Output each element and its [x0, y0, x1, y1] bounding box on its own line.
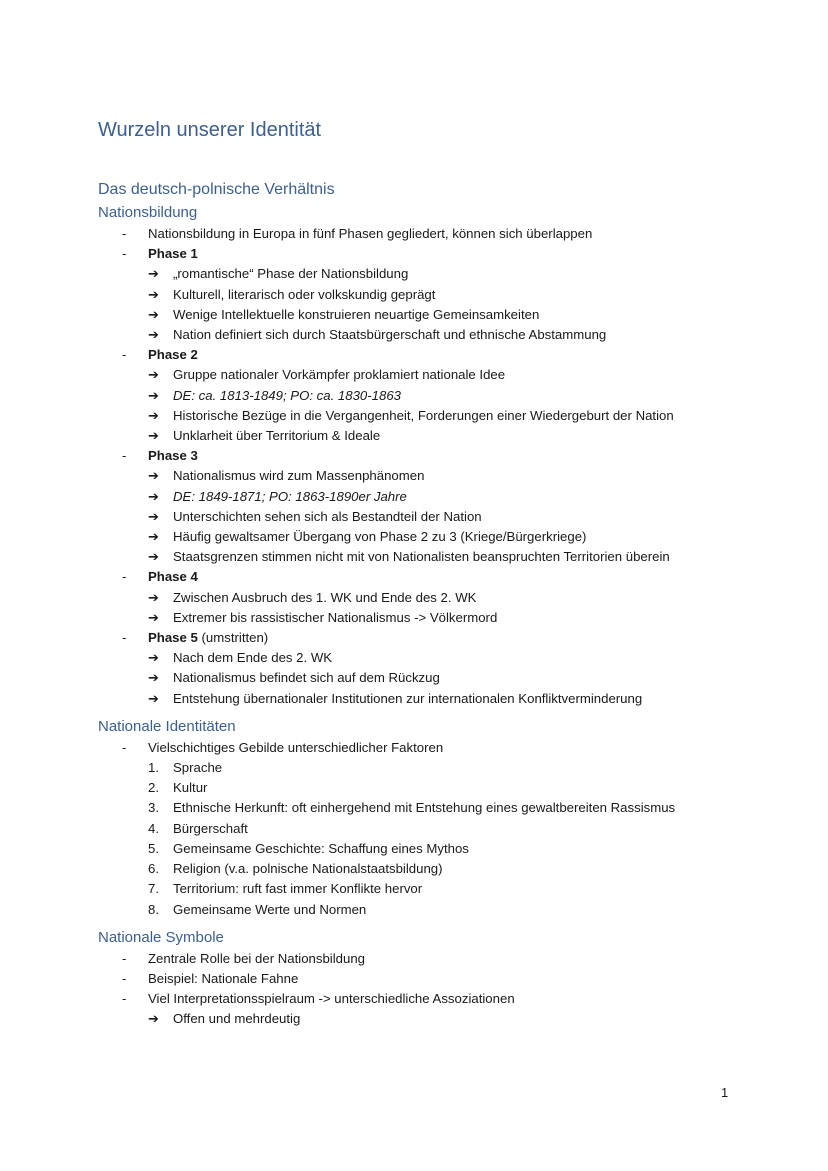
dash-bullet: -: [122, 347, 127, 363]
phase-3-heading: - Phase 3: [98, 446, 738, 466]
list-item: ➔ Nach dem Ende des 2. WK: [98, 648, 738, 668]
list-item: ➔ Nation definiert sich durch Staatsbürgerschaft und ethnische Abstammung: [98, 325, 738, 345]
arrow-icon: ➔: [148, 670, 159, 686]
phase-1-heading: - Phase 1: [98, 244, 738, 264]
dash-bullet: -: [122, 970, 127, 986]
arrow-icon: ➔: [148, 1011, 159, 1027]
list-item: ➔ Gruppe nationaler Vorkämpfer proklamiert nationale Idee: [98, 365, 738, 385]
numbered-item: 2. Kultur: [148, 780, 208, 796]
arrow-icon: ➔: [148, 428, 159, 444]
list-item: ➔ „romantische“ Phase der Nationsbildung: [98, 264, 738, 284]
list-item: ➔ Nationalismus befindet sich auf dem Rückzug: [98, 668, 738, 688]
numbered-item: 6. Religion (v.a. polnische Nationalstaatsbildung): [148, 861, 443, 877]
list-item: ➔ Offen und mehrdeutig: [98, 1009, 738, 1029]
arrow-icon: ➔: [148, 529, 159, 545]
dash-bullet: -: [122, 950, 127, 966]
list-item: ➔ Historische Bezüge in die Vergangenheit, Forderungen einer Wiedergeburt der Nation: [98, 406, 738, 426]
arrow-icon: ➔: [148, 589, 159, 605]
list-item: ➔ Nationalismus wird zum Massenphänomen: [98, 466, 738, 486]
dash-bullet: -: [122, 569, 127, 585]
list-item: ➔ Extremer bis rassistischer Nationalismus -> Völkermord: [98, 608, 738, 628]
numbered-item: 7. Territorium: ruft fast immer Konflikte hervor: [148, 881, 423, 897]
list-item: ➔ Entstehung übernationaler Institutionen zur internationalen Konfliktverminderung: [98, 689, 738, 709]
numbered-item: 4. Bürgerschaft: [148, 820, 248, 836]
arrow-icon: ➔: [148, 306, 159, 322]
list-item: ➔ Zwischen Ausbruch des 1. WK und Ende des 2. WK: [98, 588, 738, 608]
phase-4-heading: - Phase 4: [98, 567, 738, 587]
dash-bullet: -: [122, 991, 127, 1007]
arrow-icon: ➔: [148, 286, 159, 302]
dash-bullet: -: [122, 739, 127, 755]
list-item: ➔ Staatsgrenzen stimmen nicht mit von Nationalisten beanspruchten Territorien überein: [98, 547, 738, 567]
list-item: - Nationsbildung in Europa in fünf Phasen gegliedert, können sich überlappen: [98, 224, 738, 244]
list-item: - Zentrale Rolle bei der Nationsbildung: [98, 949, 738, 969]
list-item: ➔ Unklarheit über Territorium & Ideale: [98, 426, 738, 446]
list-item: - Beispiel: Nationale Fahne: [98, 969, 738, 989]
arrow-icon: ➔: [148, 367, 159, 383]
heading-nationale-symbole: Nationale Symbole: [98, 928, 224, 946]
list-item: ➔ Häufig gewaltsamer Übergang von Phase 2 zu 3 (Kriege/Bürgerkriege): [98, 527, 738, 547]
numbered-item: 1. Sprache: [148, 760, 223, 776]
document-page: [98, 116, 738, 1030]
list-item: ➔ Unterschichten sehen sich als Bestandteil der Nation: [98, 507, 738, 527]
numbered-item: 8. Gemeinsame Werte und Normen: [148, 901, 367, 917]
arrow-icon: ➔: [148, 266, 159, 282]
arrow-icon: ➔: [148, 609, 159, 625]
arrow-icon: ➔: [148, 690, 159, 706]
document-title: Wurzeln unserer Identität: [98, 119, 322, 141]
arrow-icon: ➔: [148, 650, 159, 666]
arrow-icon: ➔: [148, 549, 159, 565]
list-item: ➔ Kulturell, literarisch oder volkskundig geprägt: [98, 285, 738, 305]
arrow-icon: ➔: [148, 488, 159, 504]
dash-bullet: -: [122, 246, 127, 262]
list-item: - Viel Interpretationsspielraum -> unterschiedliche Assoziationen: [98, 989, 738, 1009]
page-number: 1: [721, 1085, 729, 1100]
dash-bullet: -: [122, 226, 127, 241]
arrow-icon: ➔: [148, 327, 159, 343]
list-item: ➔ Wenige Intellektuelle konstruieren neuartige Gemeinsamkeiten: [98, 305, 738, 325]
heading-nationale-identitaeten: Nationale Identitäten: [98, 717, 236, 735]
heading-nationsbildung: Nationsbildung: [98, 204, 198, 221]
dash-bullet: -: [122, 448, 127, 464]
phase-5-heading: - Phase 5 (umstritten): [98, 628, 738, 648]
arrow-icon: ➔: [148, 407, 159, 423]
phase-2-heading: - Phase 2: [98, 345, 738, 365]
list-item: ➔ DE: 1849-1871; PO: 1863-1890er Jahre: [98, 487, 738, 507]
numbered-item: 3. Ethnische Herkunft: oft einhergehend mit Entstehung eines gewaltbereiten Rassismus: [148, 800, 676, 816]
arrow-icon: ➔: [148, 468, 159, 484]
list-item: - Vielschichtiges Gebilde unterschiedlicher Faktoren: [98, 738, 738, 758]
arrow-icon: ➔: [148, 387, 159, 403]
section-heading: Das deutsch-polnische Verhältnis: [98, 181, 335, 198]
numbered-item: 5. Gemeinsame Geschichte: Schaffung eines Mythos: [148, 840, 469, 856]
list-item: ➔ DE: ca. 1813-1849; PO: ca. 1830-1863: [98, 386, 738, 406]
arrow-icon: ➔: [148, 508, 159, 524]
dash-bullet: -: [122, 630, 127, 646]
